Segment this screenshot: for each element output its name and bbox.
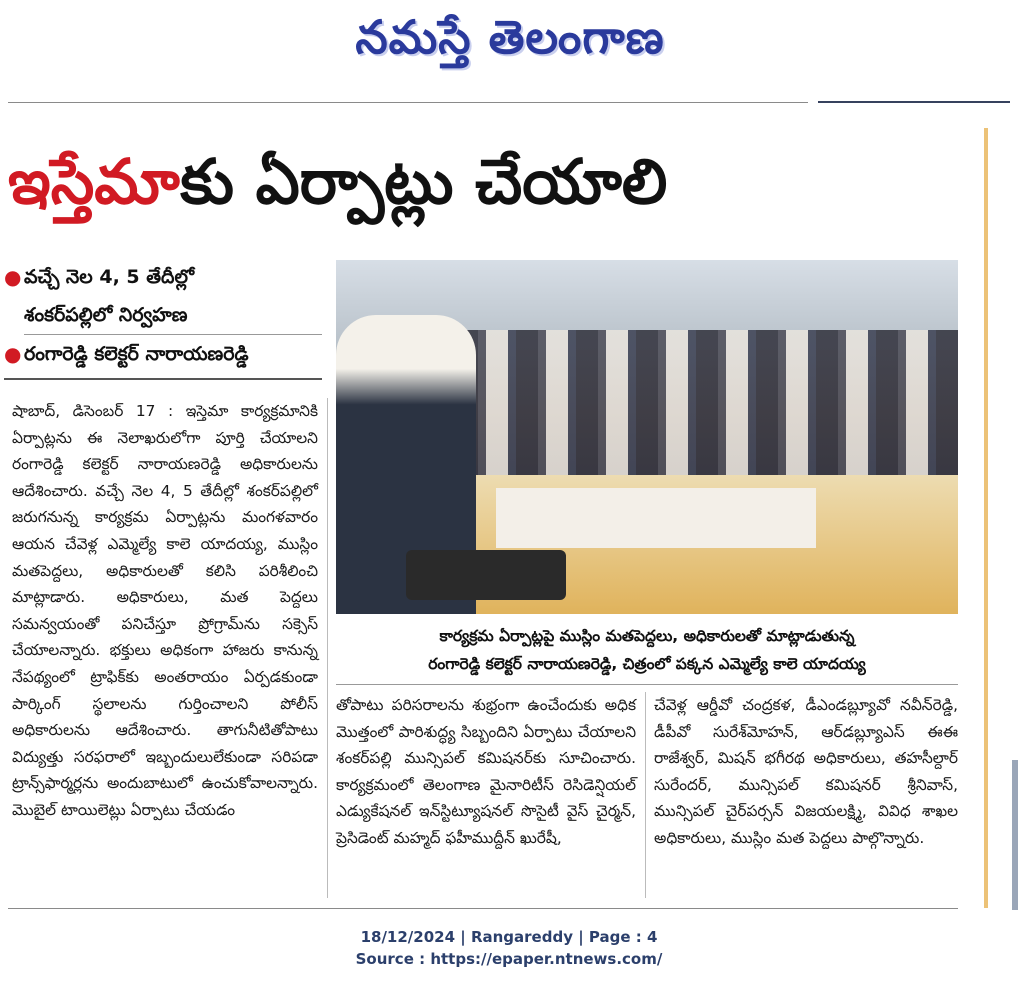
article-column-1 (12, 398, 318, 824)
photo-bag (406, 550, 566, 600)
article-bottom-divider (8, 908, 958, 909)
caption-line: కార్యక్రమ ఏర్పాట్లపై ముస్లిం మతపెద్దలు, అధికారులతో మాట్లాడుతున్న (439, 627, 855, 645)
headline-highlight: ఇస్తేమా (8, 145, 181, 218)
scrollbar[interactable] (1012, 760, 1018, 910)
footer-source: Source : https://epaper.ntnews.com/ (355, 950, 663, 968)
headline-rest: కు ఏర్పాట్లు చేయాలి (180, 145, 668, 218)
article-headline (8, 132, 978, 232)
photo-crowd (456, 330, 958, 480)
article-column-2 (336, 692, 636, 852)
article-column-3 (654, 692, 958, 852)
page-edge-strip (984, 128, 988, 908)
footer-dateline: 18/12/2024 | Rangareddy | Page : 4 (360, 928, 658, 946)
news-photo (336, 260, 958, 614)
article-text: షాబాద్, డిసెంబర్ 17 : ఇస్తెమా కార్యక్రమానికి ఏర్పాట్లను ఈ నెలాఖరులోగా పూర్తి చేయాలని రంగారెడ్డి కలెక్టర్ నారాయణరెడ్డి అధికారులను ఆదేశించారు. వచ్చే నెల 4, 5 తేదీల్లో శంకర్‌పల్లిలో జరుగనున్న కార్యక్రమ ఏర్పాట్లను మంగళవారం ఆయన చేవెళ్ల ఎమ్మెల్యే కాలె యాదయ్య, ముస్లిం మతపెద్దలు, అధికారులతో కలిసి పరిశీలించి మాట్లాడారు. అధికారులు, మత పెద్దలు సమన్వయంతో పనిచేస్తూ ప్రోగ్రామ్‌ను సక్సెస్ చేయాలన్నారు. భక్తులు అధికంగా హాజరు కానున్న నేపథ్యంలో ట్రాఫిక్‌కు అంతరాయం ఏర్పడకుండా పార్కింగ్ స్థలాలను గుర్తించాలని పోలీస్ అధికారులను ఆదేశించారు. తాగునీటితోపాటు విద్యుత్తు సరఫరాలో ఇబ్బందులులేకుండా సరిపడా ట్రాన్స్‌ఫార్మర్లను అందుబాటులో ఉంచుకోవాలన్నారు. మొబైల్ టాయిలెట్లు ఏర్పాటు చేయడం (12, 402, 318, 819)
newspaper-logo: నమస్తే తెలంగాణ (355, 10, 665, 64)
photo-caption (336, 622, 958, 678)
article-text: తోపాటు పరిసరాలను శుభ్రంగా ఉంచేందుకు అధిక మొత్తంలో పారిశుద్ధ్య సిబ్బందిని ఏర్పాటు చేయాలని శంకర్‌పల్లి మున్సిపల్ కమిషనర్‌కు సూచించారు. కార్యక్రమంలో తెలంగాణ మైనారిటీస్ రెసిడెన్షియల్ ఎడ్యుకేషనల్ ఇన్‌స్టిట్యూషనల్ సొసైటీ వైస్ చైర్మన్, ప్రెసిడెంట్ మహ్మద్ ఫహీముద్దీన్ ఖురేషీ, (336, 696, 636, 847)
bullet-dot-icon: ● (4, 265, 22, 289)
bullet-text: రంగారెడ్డి కలెక్టర్ నారాయణరెడ్డి (24, 343, 249, 365)
bullet-item (4, 258, 322, 296)
bullets-divider (4, 378, 322, 380)
photo-tablecloth (496, 488, 816, 548)
article-text: చేవెళ్ల ఆర్డీవో చంద్రకళ, డీఎండబ్ల్యూవో నవీన్‌రెడ్డి, డీపీవో సురేశ్‌మోహన్, ఆర్‌డబ్ల్యూఎస్ ఈఈ రాజేశ్వర్, మిషన్ భగీరథ అధికారులు, తహసీల్దార్ సురేందర్, మున్సిపల్ కమిషనర్ శ్రీనివాస్, మున్సిపల్ చైర్‌పర్సన్ విజయలక్ష్మి, వివిధ శాఖల అధికారులు, ముస్లిం మత పెద్దలు పాల్గొన్నారు. (654, 696, 958, 847)
column-divider (327, 398, 328, 898)
bullet-text: వచ్చే నెల 4, 5 తేదీల్లో (24, 266, 194, 288)
bullet-item (4, 335, 322, 373)
bullet-dot-icon: ● (4, 342, 22, 366)
column-divider (645, 692, 646, 898)
masthead-divider-accent (818, 101, 1010, 103)
masthead-divider (8, 102, 808, 103)
bullet-item-cont (4, 296, 322, 334)
highlight-bullets (4, 258, 322, 373)
caption-divider (336, 684, 958, 685)
caption-line: రంగారెడ్డి కలెక్టర్ నారాయణరెడ్డి, చిత్రంలో పక్కన ఎమ్మెల్యే కాలె యాదయ్య (428, 655, 866, 673)
bullet-text: శంకర్‌పల్లిలో నిర్వహణ (24, 304, 188, 326)
masthead (0, 0, 1018, 80)
page-footer (0, 926, 1018, 970)
